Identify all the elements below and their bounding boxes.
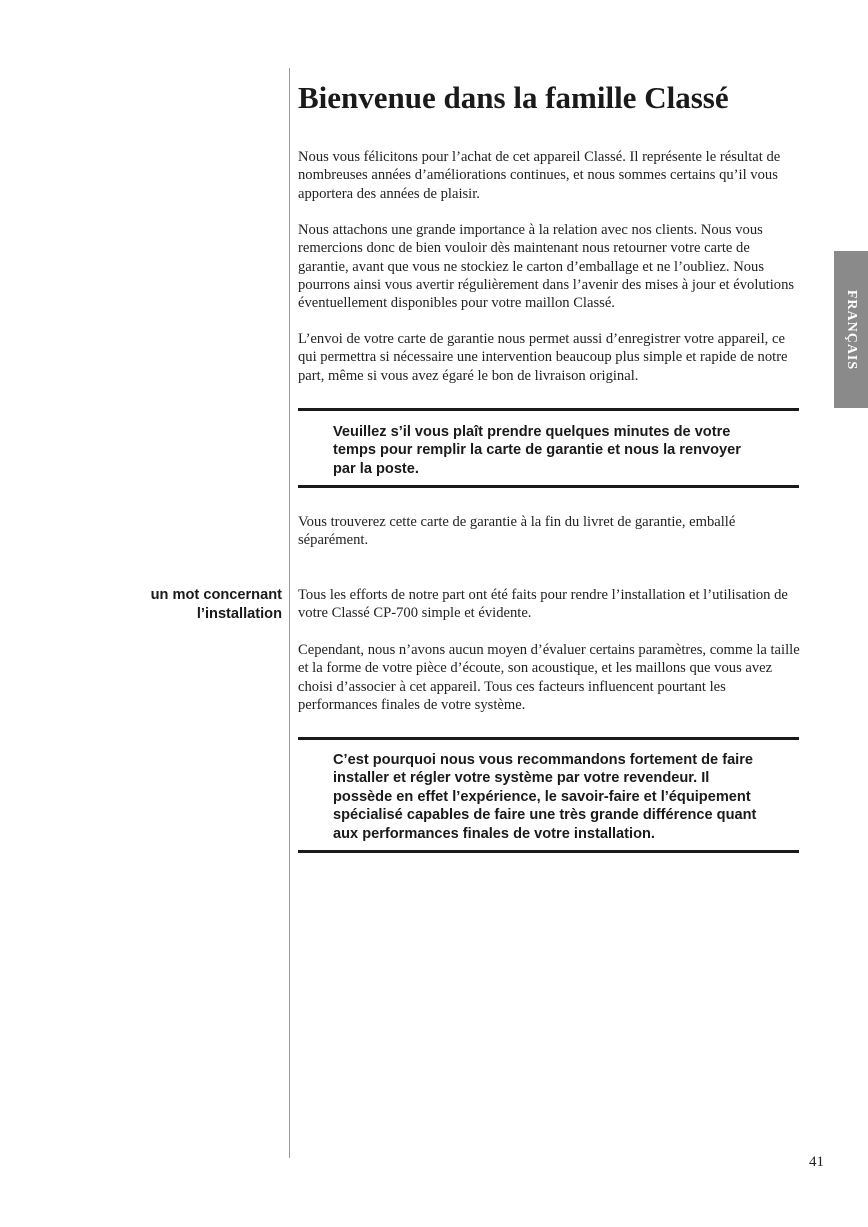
margin-divider-line bbox=[289, 68, 290, 1158]
warranty-callout-text: Veuillez s’il vous plaît prendre quelques minutes de votre temps pour remplir la carte de garantie et nous la renvoyer par la poste. bbox=[333, 424, 741, 477]
intro-paragraph-3: L’envoi de votre carte de garantie nous permet aussi d’enregistrer votre appareil, ce qui permettra si nécessaire une intervention beaucoup plus simple et rapide de notre part, même si vous avez égaré le bon de livraison original. bbox=[298, 331, 788, 384]
language-tab-label: FRANÇAIS bbox=[844, 289, 859, 370]
page-title: Bienvenue dans la famille Classé bbox=[298, 80, 729, 115]
intro-paragraph-1: Nous vous félicitons pour l’achat de cet appareil Classé. Il représente le résultat de nombreuses années d’améliorations continues, et nous sommes certains qu’il vous apportera des années de plaisir. bbox=[298, 149, 781, 202]
dealer-recommendation-text: C’est pourquoi nous vous recommandons fortement de faire installer et régler votre système par votre revendeur. Il possède en effet l’expérience, le savoir-faire et l’équipement spécialisé capables de faire une très grande différence quant aux performances finales de votre installation. bbox=[333, 752, 757, 842]
installation-heading-line-1: un mot concernant bbox=[150, 587, 282, 603]
installation-paragraph-1: Tous les efforts de notre part ont été faits pour rendre l’installation et l’utilisation de votre Classé CP-700 simple et évidente. bbox=[298, 587, 788, 622]
intro-paragraph-2: Nous attachons une grande importance à la relation avec nos clients. Nous vous remercions donc de bien vouloir dès maintenant nous retourner votre carte de garantie, avant que vous ne stockiez le carton d’emballage et ne l’oubliez. Nous pourrons ainsi vous avertir régulièrement dans l’avenir des mises à jour et évolutions éventuellement disponibles pour votre maillon Classé. bbox=[298, 222, 795, 312]
installation-paragraph-2: Cependant, nous n’avons aucun moyen d’évaluer certains paramètres, comme la taille et la forme de votre pièce d’écoute, son acoustique, et les maillons que vous avez choisi d’associer à cet appareil. Tous ces facteurs influencent pourtant les performances finales de votre système. bbox=[298, 642, 800, 713]
warranty-location-paragraph: Vous trouverez cette carte de garantie à la fin du livret de garantie, emballé séparément. bbox=[298, 514, 736, 549]
installation-heading bbox=[151, 586, 282, 624]
installation-heading-line-2: l’installation bbox=[196, 606, 282, 622]
page-number: 41 bbox=[809, 1154, 824, 1170]
warranty-callout bbox=[298, 408, 799, 488]
language-tab bbox=[834, 251, 868, 408]
dealer-recommendation-callout bbox=[298, 737, 799, 853]
